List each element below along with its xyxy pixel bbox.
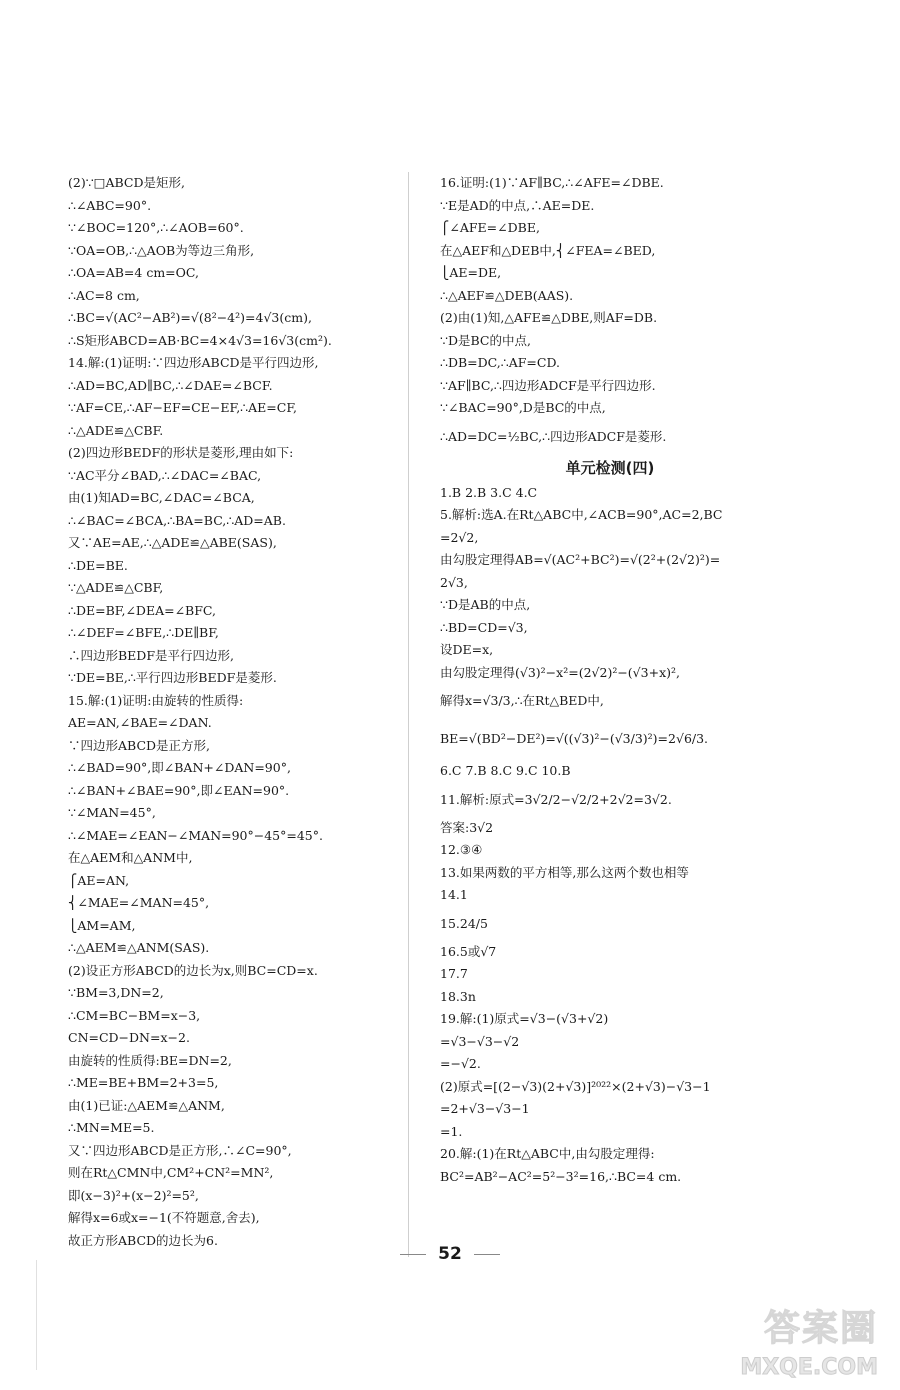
text-line: ∵∠MAN=45°, — [68, 805, 156, 820]
text-line: ∴∠BAD=90°,即∠BAN+∠DAN=90°, — [68, 760, 291, 775]
text-line: ∵∠BOC=120°,∴∠AOB=60°. — [68, 220, 244, 235]
text-line: 故正方形ABCD的边长为6. — [68, 1232, 218, 1248]
text-line: 解得x=6或x=−1(不符题意,舍去), — [68, 1210, 260, 1225]
right-column-top — [440, 172, 780, 454]
text-line: 又∵AE=AE,∴△ADE≌△ABE(SAS), — [68, 535, 277, 550]
right-column-bottom — [440, 482, 780, 1189]
text-line: 12.③④ — [440, 842, 483, 857]
text-line: 15.24/5 — [440, 915, 488, 931]
watermark-url: MXQE.COM — [740, 1355, 878, 1380]
text-line: ∴MN=ME=5. — [68, 1120, 155, 1135]
text-line: ∴ME=BE+BM=2+3=5, — [68, 1075, 219, 1090]
text-line: 5.解析:选A.在Rt△ABC中,∠ACB=90°,AC=2,BC — [440, 507, 723, 522]
text-line: 由(1)知AD=BC,∠DAC=∠BCA, — [68, 490, 255, 505]
text-line: 由勾股定理得(√3)²−x²=(2√2)²−(√3+x)², — [440, 664, 680, 680]
text-line: ∴△AEF≌△DEB(AAS). — [440, 287, 574, 303]
text-line: 由勾股定理得AB=√(AC²+BC²)=√(2²+(2√2)²)= — [440, 552, 721, 567]
margin-line — [36, 1260, 37, 1370]
text-line: ∵AC平分∠BAD,∴∠DAC=∠BAC, — [68, 467, 262, 483]
text-line: ∴DE=BF,∠DEA=∠BFC, — [68, 602, 217, 618]
text-line: ⎧∠AFE=∠DBE, — [440, 220, 540, 235]
text-line: 16.证明:(1)∵AF∥BC,∴∠AFE=∠DBE. — [440, 175, 664, 190]
text-line: 设DE=x, — [440, 642, 494, 657]
text-line: 由旋转的性质得:BE=DN=2, — [68, 1052, 232, 1068]
text-line: ∴AD=BC,AD∥BC,∴∠DAE=∠BCF. — [68, 377, 273, 393]
text-line: 19.解:(1)原式=√3−(√3+√2) — [440, 1011, 609, 1026]
text-line: ∵∠BAC=90°,D是BC的中点, — [440, 400, 606, 415]
text-line: =√3−√3−√2 — [440, 1033, 520, 1049]
text-line: (2)由(1)知,△AFE≌△DBE,则AF=DB. — [440, 310, 658, 325]
text-line: (2)∵□ABCD是矩形, — [68, 175, 185, 190]
text-line: ∵△ADE≌△CBF, — [68, 580, 164, 595]
left-column — [68, 172, 398, 1252]
text-line: 由(1)已证:△AEM≌△ANM, — [68, 1097, 225, 1113]
text-line: 在△AEM和△ANM中, — [68, 850, 193, 865]
text-line: ∴∠MAE=∠EAN−∠MAN=90°−45°=45°. — [68, 827, 323, 843]
text-line: ∴AC=8 cm, — [68, 287, 140, 303]
text-line: ∵D是BC的中点, — [440, 332, 531, 348]
text-line: 14.解:(1)证明:∵四边形ABCD是平行四边形, — [68, 355, 319, 370]
text-line: 6.C 7.B 8.C 9.C 10.B — [440, 763, 571, 778]
text-line: ∵E是AD的中点,∴AE=DE. — [440, 197, 595, 213]
text-line: =−√2. — [440, 1056, 481, 1071]
text-line: ⎩AE=DE, — [440, 265, 502, 280]
text-line: ∴△ADE≌△CBF. — [68, 422, 164, 438]
text-line: ∴四边形BEDF是平行四边形, — [68, 647, 234, 663]
text-line: ∴OA=AB=4 cm=OC, — [68, 265, 199, 280]
text-line: 即(x−3)²+(x−2)²=5², — [68, 1187, 199, 1203]
section-title: 单元检测(四) — [565, 458, 655, 477]
text-line: ∴S矩形ABCD=AB·BC=4×4√3=16√3(cm²). — [68, 332, 332, 348]
text-line: ∴AD=DC=½BC,∴四边形ADCF是菱形. — [440, 428, 667, 444]
text-line: BE=√(BD²−DE²)=√((√3)²−(√3/3)²)=2√6/3. — [440, 731, 709, 746]
text-line: =1. — [440, 1123, 463, 1139]
text-line: BC²=AB²−AC²=5²−3²=16,∴BC=4 cm. — [440, 1168, 682, 1184]
text-line: (2)四边形BEDF的形状是菱形,理由如下: — [68, 445, 294, 460]
text-line: ∴∠BAC=∠BCA,∴BA=BC,∴AD=AB. — [68, 512, 286, 528]
watermark-logo: 答案圈 — [763, 1308, 878, 1349]
text-line: 则在Rt△CMN中,CM²+CN²=MN², — [68, 1165, 274, 1180]
text-line: ⎨∠MAE=∠MAN=45°, — [68, 895, 210, 910]
text-line: ∵AF=CE,∴AF−EF=CE−EF,∴AE=CF, — [68, 400, 298, 415]
text-line: 16.5或√7 — [440, 943, 497, 959]
page-number-text: 52 — [438, 1244, 462, 1264]
text-line: ∴CM=BC−BM=x−3, — [68, 1007, 201, 1023]
text-line: 13.如果两数的平方相等,那么这两个数也相等 — [440, 864, 689, 880]
text-line: =2√2, — [440, 529, 479, 545]
text-line: 又∵四边形ABCD是正方形,∴∠C=90°, — [68, 1142, 292, 1158]
text-line: 17.7 — [440, 966, 468, 981]
text-line: ∴BC=√(AC²−AB²)=√(8²−4²)=4√3(cm), — [68, 310, 312, 325]
text-line: 20.解:(1)在Rt△ABC中,由勾股定理得: — [440, 1146, 655, 1161]
text-line: 15.解:(1)证明:由旋转的性质得: — [68, 692, 244, 708]
text-line: 解得x=√3/3,∴在Rt△BED中, — [440, 693, 604, 708]
text-line: ∵OA=OB,∴△AOB为等边三角形, — [68, 242, 255, 258]
text-line: 2√3, — [440, 574, 468, 590]
column-divider — [408, 172, 409, 1257]
text-line: ∴DB=DC,∴AF=CD. — [440, 355, 560, 370]
right-column — [440, 172, 780, 1188]
text-line: 答案:3√2 — [440, 819, 494, 835]
text-line: ⎩AM=AM, — [68, 917, 136, 933]
text-line: =2+√3−√3−1 — [440, 1101, 530, 1116]
text-line: ∵AF∥BC,∴四边形ADCF是平行四边形. — [440, 377, 656, 393]
text-line: ∵四边形ABCD是正方形, — [68, 737, 211, 753]
page-number — [0, 1244, 900, 1264]
text-line: ∵BM=3,DN=2, — [68, 985, 164, 1000]
text-line: 14.1 — [440, 887, 468, 902]
text-line: (2)原式=[(2−√3)(2+√3)]²⁰²²×(2+√3)−√3−1 — [440, 1078, 711, 1094]
text-line: ⎧AE=AN, — [68, 872, 130, 888]
text-line: ∴∠ABC=90°. — [68, 197, 152, 213]
text-line: ∴DE=BE. — [68, 557, 128, 573]
text-line: ∴△AEM≌△ANM(SAS). — [68, 940, 210, 955]
watermark — [688, 1300, 888, 1382]
text-line: ∴BD=CD=√3, — [440, 619, 528, 635]
text-line: ∵D是AB的中点, — [440, 597, 531, 612]
text-line: 11.解析:原式=3√2/2−√2/2+2√2=3√2. — [440, 791, 672, 807]
text-line: AE=AN,∠BAE=∠DAN. — [68, 715, 212, 730]
text-line: CN=CD−DN=x−2. — [68, 1030, 190, 1045]
text-line: ∵DE=BE,∴平行四边形BEDF是菱形. — [68, 670, 277, 685]
text-line: (2)设正方形ABCD的边长为x,则BC=CD=x. — [68, 962, 318, 978]
text-line: ∴∠BAN+∠BAE=90°,即∠EAN=90°. — [68, 782, 290, 798]
text-line: 18.3n — [440, 988, 476, 1004]
text-line: 1.B 2.B 3.C 4.C — [440, 484, 538, 500]
text-line: ∴∠DEF=∠BFE,∴DE∥BF, — [68, 625, 219, 640]
text-line: 在△AEF和△DEB中,⎨∠FEA=∠BED, — [440, 242, 656, 258]
